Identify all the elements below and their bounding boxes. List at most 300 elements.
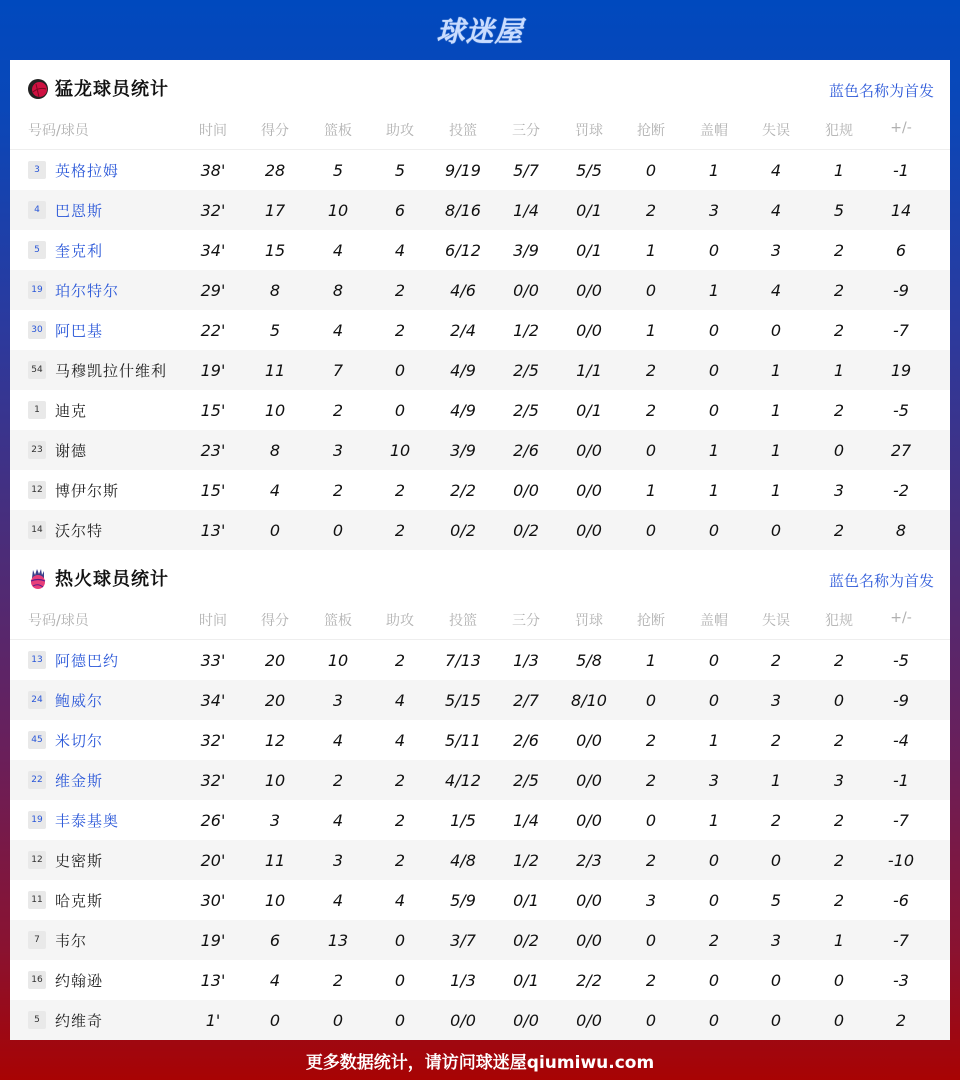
stat-field-goals: 0/0 [450,1011,476,1030]
stat-steals: 0 [645,691,657,710]
column-header: 时间 [199,613,227,629]
stat-plus-minus: 14 [890,201,912,220]
stat-fouls: 1 [833,931,845,950]
stat-steals: 2 [645,201,657,220]
player-row[interactable] [10,960,950,1000]
stat-free-throws: 0/0 [576,481,602,500]
stat-minutes: 19' [200,361,226,380]
stat-three-pointers: 1/2 [513,321,539,340]
stat-free-throws: 0/0 [576,931,602,950]
stat-field-goals: 5/9 [450,891,476,910]
stat-three-pointers: 1/4 [513,811,539,830]
stat-free-throws: 2/2 [576,971,602,990]
stat-fouls: 2 [833,731,845,750]
stat-turnovers: 1 [770,361,782,380]
stat-points: 11 [264,361,286,380]
stat-points: 8 [269,281,281,300]
stat-plus-minus: -4 [893,731,909,750]
stat-steals: 0 [645,521,657,540]
player-name[interactable]: 奎克利 [55,242,104,260]
stat-plus-minus: -7 [893,811,909,830]
stat-minutes: 1' [205,1011,221,1030]
jersey-number-badge: 16 [28,971,46,989]
stat-assists: 0 [394,401,406,420]
stat-plus-minus: -2 [893,481,909,500]
column-header: 号码/球员 [28,613,89,629]
stat-rebounds: 4 [332,731,344,750]
stat-plus-minus: -1 [893,771,909,790]
stat-turnovers: 0 [770,971,782,990]
stat-three-pointers: 0/0 [513,481,539,500]
stat-free-throws: 0/0 [576,441,602,460]
stat-free-throws: 5/5 [576,161,602,180]
player-row[interactable] [10,760,950,800]
stat-turnovers: 2 [770,811,782,830]
stat-blocks: 0 [708,361,720,380]
player-row[interactable] [10,840,950,880]
stat-rebounds: 13 [327,931,349,950]
stat-three-pointers: 5/7 [513,161,539,180]
player-name[interactable]: 鲍威尔 [55,692,104,710]
team-title: 热火球员统计 [55,569,169,590]
stat-steals: 0 [645,281,657,300]
stat-field-goals: 3/9 [450,441,476,460]
jersey-number-badge: 54 [28,361,46,379]
stat-plus-minus: -5 [893,401,909,420]
stat-blocks: 0 [708,521,720,540]
stat-rebounds: 3 [332,441,344,460]
stat-steals: 1 [645,241,657,260]
stat-minutes: 13' [200,971,226,990]
stat-plus-minus: -6 [893,891,909,910]
stat-assists: 2 [394,321,406,340]
stat-points: 0 [269,521,281,540]
stat-turnovers: 1 [770,441,782,460]
stat-field-goals: 2/4 [450,321,476,340]
stat-turnovers: 4 [770,201,782,220]
stat-steals: 2 [645,361,657,380]
stat-three-pointers: 0/2 [513,931,539,950]
table-header [10,116,950,150]
stat-blocks: 0 [708,971,720,990]
stat-minutes: 33' [200,651,226,670]
player-row[interactable] [10,230,950,270]
column-header: 盖帽 [700,123,728,139]
jersey-number-badge: 5 [28,1011,46,1029]
player-name[interactable]: 马穆凯拉什维利 [55,362,168,380]
starter-legend: 蓝色名称为首发 [828,82,934,100]
stat-fouls: 2 [833,651,845,670]
player-row[interactable] [10,150,950,190]
stat-rebounds: 5 [332,161,344,180]
stat-field-goals: 9/19 [445,161,481,180]
stat-turnovers: 0 [770,1011,782,1030]
stat-fouls: 0 [833,1011,845,1030]
stat-field-goals: 2/2 [450,481,476,500]
stat-steals: 0 [645,1011,657,1030]
stat-free-throws: 8/10 [571,691,607,710]
stat-minutes: 13' [200,521,226,540]
stat-blocks: 3 [708,201,720,220]
stat-free-throws: 5/8 [576,651,602,670]
stat-assists: 2 [394,481,406,500]
stat-blocks: 1 [708,811,720,830]
stat-assists: 4 [394,731,406,750]
column-header: 失误 [762,123,790,139]
team-title: 猛龙球员统计 [55,79,169,100]
stat-plus-minus: -3 [893,971,909,990]
stat-points: 4 [269,971,281,990]
column-header: 三分 [512,613,540,629]
player-name[interactable]: 哈克斯 [55,892,104,910]
stat-fouls: 0 [833,691,845,710]
stat-fouls: 2 [833,521,845,540]
column-header: 号码/球员 [28,123,89,139]
stat-plus-minus: -10 [887,851,915,870]
stat-fouls: 2 [833,321,845,340]
stat-three-pointers: 2/5 [513,361,539,380]
stat-turnovers: 2 [770,731,782,750]
player-rows [10,640,950,1040]
player-row[interactable] [10,510,950,550]
player-row[interactable] [10,190,950,230]
jersey-number-badge: 14 [28,521,46,539]
stat-three-pointers: 2/5 [513,401,539,420]
starter-legend: 蓝色名称为首发 [828,572,934,590]
stat-plus-minus: 6 [895,241,907,260]
stat-field-goals: 4/9 [450,401,476,420]
stat-steals: 2 [645,851,657,870]
stat-field-goals: 4/9 [450,361,476,380]
stat-minutes: 19' [200,931,226,950]
stat-rebounds: 0 [332,521,344,540]
stat-rebounds: 3 [332,851,344,870]
stat-blocks: 0 [708,401,720,420]
player-name[interactable]: 韦尔 [55,932,88,950]
team-section-heat [10,550,950,1040]
stat-rebounds: 2 [332,481,344,500]
stat-blocks: 0 [708,241,720,260]
stat-plus-minus: -1 [893,161,909,180]
player-row[interactable] [10,350,950,390]
stat-steals: 0 [645,441,657,460]
stat-blocks: 0 [708,891,720,910]
stat-field-goals: 4/6 [450,281,476,300]
stat-fouls: 1 [833,361,845,380]
player-row[interactable] [10,310,950,350]
player-row[interactable] [10,800,950,840]
stat-rebounds: 2 [332,971,344,990]
stat-steals: 1 [645,651,657,670]
stat-free-throws: 0/1 [576,401,602,420]
stat-three-pointers: 0/0 [513,1011,539,1030]
stat-plus-minus: 8 [895,521,907,540]
player-name[interactable]: 米切尔 [55,732,104,750]
footer-banner [0,1040,960,1080]
column-header: 时间 [199,123,227,139]
stat-three-pointers: 1/3 [513,651,539,670]
player-row[interactable] [10,1000,950,1040]
stat-steals: 2 [645,731,657,750]
player-row[interactable] [10,470,950,510]
player-name[interactable]: 阿德巴约 [55,652,120,670]
column-header: +/- [890,610,912,626]
stat-rebounds: 4 [332,811,344,830]
stat-steals: 1 [645,481,657,500]
stat-turnovers: 3 [770,691,782,710]
player-row[interactable] [10,270,950,310]
jersey-number-badge: 12 [28,481,46,499]
column-header: 助攻 [386,123,414,139]
player-row[interactable] [10,880,950,920]
stat-assists: 2 [394,771,406,790]
jersey-number-badge: 19 [28,811,46,829]
heat-logo-icon [27,568,49,590]
stat-three-pointers: 0/0 [513,281,539,300]
jersey-number-badge: 12 [28,851,46,869]
player-name[interactable]: 丰泰基奥 [55,812,120,830]
stat-field-goals: 5/11 [445,731,481,750]
section-title-row [10,550,950,606]
stat-fouls: 1 [833,161,845,180]
jersey-number-badge: 3 [28,161,46,179]
stats-card [10,60,950,1040]
stat-minutes: 23' [200,441,226,460]
stat-turnovers: 1 [770,481,782,500]
stat-three-pointers: 1/4 [513,201,539,220]
stat-turnovers: 0 [770,851,782,870]
stat-three-pointers: 0/2 [513,521,539,540]
stat-assists: 2 [394,811,406,830]
stat-minutes: 32' [200,201,226,220]
section-title-row [10,60,950,116]
stat-minutes: 26' [200,811,226,830]
player-row[interactable] [10,430,950,470]
stat-fouls: 2 [833,811,845,830]
stat-three-pointers: 0/1 [513,891,539,910]
stat-free-throws: 0/0 [576,521,602,540]
stat-minutes: 32' [200,731,226,750]
stat-points: 15 [264,241,286,260]
stat-assists: 0 [394,971,406,990]
stat-blocks: 1 [708,441,720,460]
stat-fouls: 2 [833,851,845,870]
player-name[interactable]: 约维奇 [55,1012,104,1030]
stat-fouls: 5 [833,201,845,220]
stat-field-goals: 6/12 [445,241,481,260]
player-name[interactable]: 迪克 [55,402,88,420]
stat-fouls: 3 [833,771,845,790]
stat-free-throws: 0/1 [576,201,602,220]
stat-blocks: 1 [708,731,720,750]
stat-fouls: 3 [833,481,845,500]
stat-rebounds: 4 [332,241,344,260]
stat-steals: 2 [645,971,657,990]
stat-plus-minus: 27 [890,441,912,460]
stat-blocks: 1 [708,161,720,180]
jersey-number-badge: 19 [28,281,46,299]
team-section-raptors [10,60,950,550]
stat-assists: 5 [394,161,406,180]
column-header: 投篮 [449,123,477,139]
stat-points: 28 [264,161,286,180]
stat-assists: 6 [394,201,406,220]
stat-plus-minus: 2 [895,1011,907,1030]
brand-logo: 球迷屋 [436,15,524,48]
stat-assists: 2 [394,851,406,870]
player-row[interactable] [10,640,950,680]
stat-rebounds: 0 [332,1011,344,1030]
stat-blocks: 1 [708,281,720,300]
stat-turnovers: 5 [770,891,782,910]
stat-rebounds: 4 [332,891,344,910]
stat-rebounds: 7 [332,361,344,380]
stat-minutes: 32' [200,771,226,790]
stat-steals: 3 [645,891,657,910]
stat-minutes: 38' [200,161,226,180]
player-name[interactable]: 约翰逊 [55,972,104,990]
raptors-logo-icon [27,78,49,100]
stat-minutes: 22' [200,321,226,340]
stat-plus-minus: -9 [893,281,909,300]
player-row[interactable] [10,920,950,960]
stat-free-throws: 0/0 [576,771,602,790]
stat-fouls: 2 [833,241,845,260]
stat-points: 20 [264,651,286,670]
stat-fouls: 0 [833,441,845,460]
stat-turnovers: 0 [770,321,782,340]
stat-rebounds: 4 [332,321,344,340]
jersey-number-badge: 11 [28,891,46,909]
stat-plus-minus: -7 [893,931,909,950]
stat-rebounds: 2 [332,401,344,420]
stat-minutes: 30' [200,891,226,910]
player-name[interactable]: 谢德 [55,442,88,460]
stat-three-pointers: 2/6 [513,731,539,750]
stat-turnovers: 2 [770,651,782,670]
stat-points: 11 [264,851,286,870]
stat-plus-minus: 19 [890,361,912,380]
jersey-number-badge: 22 [28,771,46,789]
stat-field-goals: 1/3 [450,971,476,990]
player-row[interactable] [10,390,950,430]
stat-three-pointers: 0/1 [513,971,539,990]
player-row[interactable] [10,720,950,760]
stat-steals: 2 [645,401,657,420]
stat-plus-minus: -7 [893,321,909,340]
stat-assists: 4 [394,241,406,260]
stat-free-throws: 0/0 [576,321,602,340]
stat-minutes: 15' [200,401,226,420]
column-header: 得分 [261,613,289,629]
stat-blocks: 0 [708,691,720,710]
player-name[interactable]: 珀尔特尔 [55,282,120,300]
player-name[interactable]: 维金斯 [55,772,104,790]
stat-free-throws: 0/0 [576,281,602,300]
column-header: 犯规 [825,123,853,139]
stat-rebounds: 2 [332,771,344,790]
stat-points: 10 [264,771,286,790]
stat-rebounds: 3 [332,691,344,710]
stat-field-goals: 8/16 [445,201,481,220]
stat-minutes: 29' [200,281,226,300]
stat-turnovers: 4 [770,281,782,300]
stat-three-pointers: 2/5 [513,771,539,790]
stat-free-throws: 0/0 [576,1011,602,1030]
column-header: 抢断 [637,123,665,139]
stat-three-pointers: 2/6 [513,441,539,460]
stat-steals: 2 [645,771,657,790]
stat-field-goals: 3/7 [450,931,476,950]
player-name[interactable]: 阿巴基 [55,322,104,340]
column-header: 抢断 [637,613,665,629]
stat-points: 17 [264,201,286,220]
jersey-number-badge: 5 [28,241,46,259]
stat-field-goals: 4/12 [445,771,481,790]
player-name[interactable]: 英格拉姆 [55,162,120,180]
stat-fouls: 2 [833,281,845,300]
stat-rebounds: 10 [327,201,349,220]
player-row[interactable] [10,680,950,720]
player-name[interactable]: 沃尔特 [55,522,104,540]
stat-minutes: 34' [200,241,226,260]
stat-free-throws: 0/0 [576,731,602,750]
stat-three-pointers: 3/9 [513,241,539,260]
stat-field-goals: 0/2 [450,521,476,540]
player-name[interactable]: 博伊尔斯 [55,482,120,500]
stat-rebounds: 10 [327,651,349,670]
stat-blocks: 2 [708,931,720,950]
jersey-number-badge: 24 [28,691,46,709]
stat-points: 20 [264,691,286,710]
player-name[interactable]: 史密斯 [55,852,104,870]
top-banner [0,0,960,60]
stat-points: 8 [269,441,281,460]
stat-turnovers: 4 [770,161,782,180]
player-rows [10,150,950,550]
column-header: 罚球 [575,123,603,139]
stat-points: 6 [269,931,281,950]
stat-blocks: 0 [708,321,720,340]
stat-points: 3 [269,811,281,830]
stat-points: 0 [269,1011,281,1030]
stat-fouls: 2 [833,401,845,420]
stat-minutes: 15' [200,481,226,500]
stat-fouls: 2 [833,891,845,910]
stat-free-throws: 2/3 [576,851,602,870]
footer-text: 更多数据统计，请访问球迷屋qiumiwu.com [305,1052,655,1073]
stat-points: 12 [264,731,286,750]
player-name[interactable]: 巴恩斯 [55,202,104,220]
column-header: 罚球 [575,613,603,629]
column-header: 三分 [512,123,540,139]
stat-assists: 2 [394,521,406,540]
stat-assists: 4 [394,891,406,910]
stat-turnovers: 0 [770,521,782,540]
stat-blocks: 0 [708,651,720,670]
jersey-number-badge: 45 [28,731,46,749]
column-header: 得分 [261,123,289,139]
stat-free-throws: 0/0 [576,811,602,830]
stat-assists: 2 [394,281,406,300]
stat-points: 10 [264,891,286,910]
column-header: 助攻 [386,613,414,629]
stat-assists: 4 [394,691,406,710]
stat-field-goals: 4/8 [450,851,476,870]
stat-turnovers: 1 [770,771,782,790]
jersey-number-badge: 4 [28,201,46,219]
column-header: 投篮 [449,613,477,629]
